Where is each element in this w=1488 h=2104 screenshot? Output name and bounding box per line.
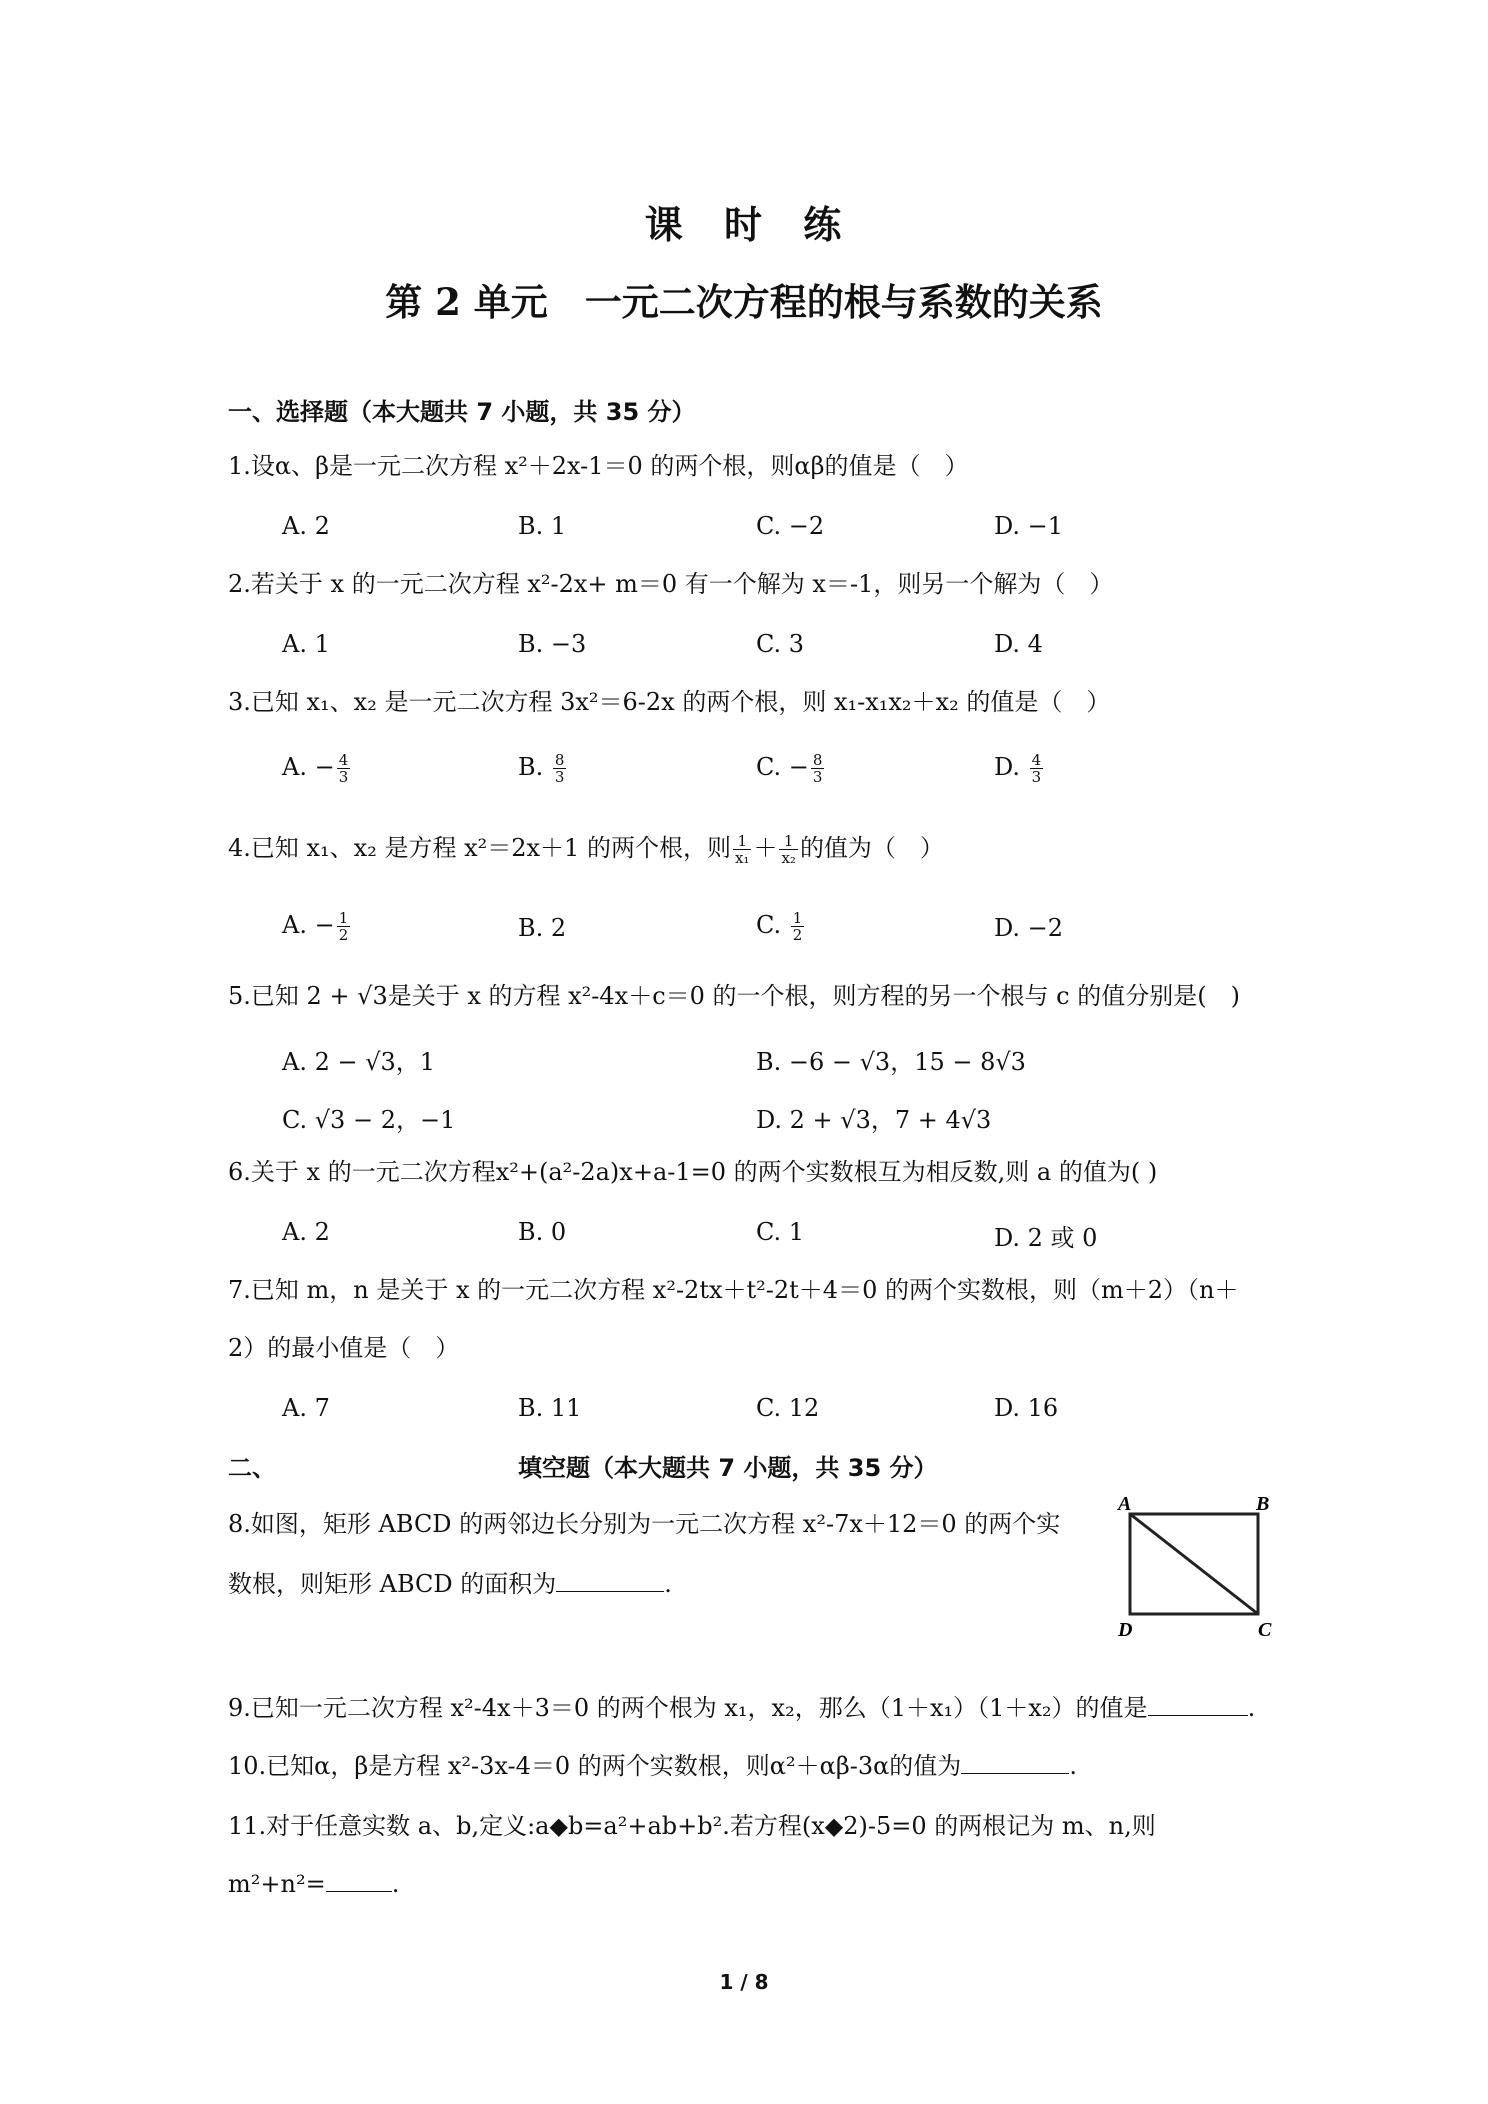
fraction-numerator: 1 <box>792 909 803 927</box>
option-label: D. <box>994 753 1028 781</box>
question-text: 的值为（ ） <box>799 834 944 862</box>
fraction-numerator: 1 <box>338 909 349 927</box>
fraction-numerator: 8 <box>554 751 565 769</box>
title-char: 练 <box>803 202 844 247</box>
option-c: C. 1 <box>756 1218 805 1246</box>
question-7-line-1: 7.已知 m，n 是关于 x 的一元二次方程 x²-2tx＋t²-2t＋4＝0 的两个实数根，则（m＋2）（n＋ <box>228 1276 1239 1304</box>
option-c: C. √3 − 2，−1 <box>282 1106 456 1134</box>
question-text: 10.已知α，β是方程 x²-3x-4＝0 的两个实数根，则α²＋αβ-3α的值为 <box>228 1752 962 1780</box>
page-number: 1 / 8 <box>719 1970 769 1994</box>
question-8-line-1: 8.如图，矩形 ABCD 的两邻边长分别为一元二次方程 x²-7x＋12＝0 的两个实 <box>228 1510 1061 1538</box>
period: . <box>1069 1752 1077 1780</box>
fraction-numerator: 4 <box>338 751 349 769</box>
question-text: 9.已知一元二次方程 x²-4x＋3＝0 的两个根为 x₁，x₂，那么（1＋x₁）（1＋x₂）的值是 <box>228 1694 1148 1722</box>
option-a: A. 1 <box>282 630 330 658</box>
option-a <box>282 910 352 943</box>
option-b: B. −6 − √3，15 − 8√3 <box>756 1048 1026 1076</box>
section-number: 二、 <box>228 1454 276 1482</box>
option-a: A. 2 − √3，1 <box>282 1048 436 1076</box>
section-heading-fill: 填空题（本大题共 7 小题，共 35 分） <box>518 1454 938 1482</box>
option-a: A. 2 <box>282 1218 330 1246</box>
period: . <box>391 1870 400 1898</box>
option-c: C. 12 <box>756 1394 820 1422</box>
question-text: 数根，则矩形 ABCD 的面积为 <box>228 1570 557 1598</box>
fraction-denominator: 3 <box>1031 768 1042 786</box>
option-label: B. <box>518 753 551 781</box>
rectangle-figure <box>1116 1490 1286 1640</box>
question-8-line-2 <box>228 1566 672 1602</box>
fraction <box>553 752 567 785</box>
fraction-denominator: 2 <box>792 926 803 944</box>
plus-sign: ＋ <box>753 834 778 862</box>
diagonal-ac <box>1130 1514 1258 1614</box>
fraction-denominator: 2 <box>338 926 349 944</box>
question-7-line-2: 2）的最小值是（ ） <box>228 1334 460 1362</box>
option-c <box>756 752 826 785</box>
option-label: C. <box>756 911 789 939</box>
fraction <box>337 752 351 785</box>
title-char: 课 <box>644 202 685 247</box>
answer-blank[interactable] <box>961 1751 1069 1774</box>
fraction <box>779 833 797 866</box>
fraction <box>337 910 351 943</box>
question-1: 1.设α、β是一元二次方程 x²＋2x-1＝0 的两个根，则αβ的值是（ ） <box>228 452 969 480</box>
page-subtitle: 第 2 单元 一元二次方程的根与系数的关系 <box>385 280 1103 324</box>
option-b: B. 11 <box>518 1394 582 1422</box>
fraction <box>733 833 751 866</box>
question-11-line-1: 11.对于任意实数 a、b,定义:a◆b=a²+ab+b².若方程(x◆2)-5=0 的两根记为 m、n,则 <box>228 1812 1156 1840</box>
vertex-label-b: B <box>1256 1493 1270 1515</box>
answer-blank[interactable] <box>1148 1693 1248 1716</box>
option-a: A. 7 <box>282 1394 330 1422</box>
fraction-denominator: x₁ <box>734 849 750 867</box>
question-9 <box>228 1690 1255 1726</box>
option-label: A. − <box>282 911 335 939</box>
fraction-numerator: 4 <box>1031 751 1042 769</box>
fraction-denominator: 3 <box>812 768 823 786</box>
option-b: B. 1 <box>518 512 567 540</box>
section-heading-choice: 一、选择题（本大题共 7 小题，共 35 分） <box>228 398 696 426</box>
vertex-label-d: D <box>1118 1619 1133 1640</box>
vertex-label-c: C <box>1258 1619 1272 1640</box>
option-d: D. 4 <box>994 630 1043 658</box>
option-d: D. −1 <box>994 512 1064 540</box>
question-2: 2.若关于 x 的一元二次方程 x²-2x+ m＝0 有一个解为 x＝-1，则另一个解为（ ） <box>228 570 1114 598</box>
option-d: D. 16 <box>994 1394 1059 1422</box>
fraction <box>1030 752 1044 785</box>
option-c: C. −2 <box>756 512 825 540</box>
period: . <box>1247 1694 1256 1722</box>
option-d: D. 2 + √3，7 + 4√3 <box>756 1106 992 1134</box>
option-c <box>756 910 806 943</box>
answer-blank[interactable] <box>326 1869 392 1892</box>
option-b: B. 0 <box>518 1218 567 1246</box>
question-11-line-2 <box>228 1866 399 1902</box>
fraction-numerator: 1 <box>779 833 797 850</box>
fraction <box>811 752 825 785</box>
option-d <box>994 752 1045 785</box>
option-a: A. 2 <box>282 512 330 540</box>
option-d: D. −2 <box>994 914 1064 942</box>
option-label: C. − <box>756 753 809 781</box>
fraction-numerator: 8 <box>812 751 823 769</box>
question-text: m²+n²= <box>228 1870 326 1898</box>
period: . <box>664 1570 672 1598</box>
option-label: A. − <box>282 753 335 781</box>
fraction-numerator: 1 <box>733 833 751 850</box>
question-6: 6.关于 x 的一元二次方程x²+(a²-2a)x+a-1=0 的两个实数根互为相反数,则 a 的值为( ) <box>228 1158 1158 1186</box>
question-text: 4.已知 x₁、x₂ 是方程 x²＝2x＋1 的两个根，则 <box>228 834 731 862</box>
question-4 <box>228 830 944 866</box>
page-title <box>0 194 1488 249</box>
option-b: B. 2 <box>518 914 567 942</box>
title-char: 时 <box>723 202 764 247</box>
fraction-denominator: 3 <box>338 768 349 786</box>
option-d: D. 2 或 0 <box>994 1224 1098 1252</box>
question-3: 3.已知 x₁、x₂ 是一元二次方程 3x²＝6-2x 的两个根，则 x₁-x₁x₂＋x₂ 的值是（ ） <box>228 688 1111 716</box>
question-5: 5.已知 2 + √3是关于 x 的方程 x²-4x＋c＝0 的一个根，则方程的另一个根与 c 的值分别是( ) <box>228 982 1240 1010</box>
question-10 <box>228 1748 1077 1784</box>
fraction-denominator: x₂ <box>781 849 796 867</box>
option-a <box>282 752 352 785</box>
fraction-denominator: 3 <box>554 768 565 786</box>
fraction <box>791 910 805 943</box>
option-b <box>518 752 568 785</box>
vertex-label-a: A <box>1118 1493 1132 1515</box>
option-b: B. −3 <box>518 630 587 658</box>
option-c: C. 3 <box>756 630 805 658</box>
answer-blank[interactable] <box>556 1569 664 1592</box>
